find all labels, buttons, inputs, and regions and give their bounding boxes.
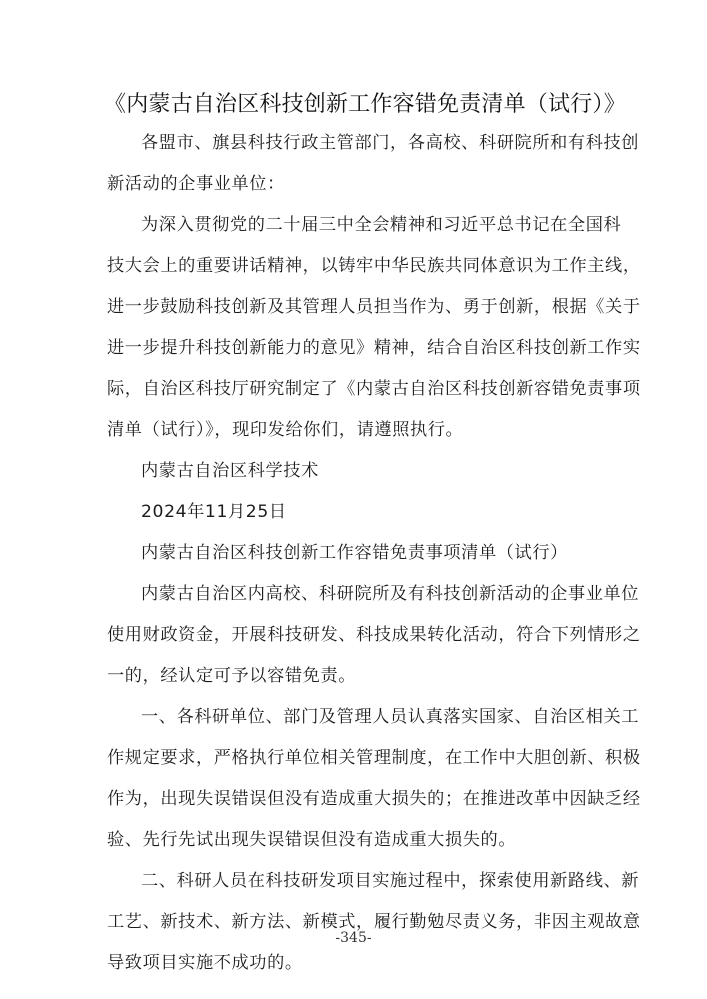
intro-line-5: 际，自治区科技厅研究制定了《内蒙古自治区科技创新容错免责事项 xyxy=(107,379,641,399)
signature: 内蒙古自治区科学技术 xyxy=(141,461,319,481)
scope-line-1: 内蒙古自治区内高校、科研院所及有科技创新活动的企事业单位 xyxy=(141,584,640,604)
item1-line-2: 作规定要求，严格执行单位相关管理制度，在工作中大胆创新、积极 xyxy=(107,748,641,768)
page-number: -345- xyxy=(335,930,372,946)
intro-line-4: 进一步提升科技创新能力的意见》精神，结合自治区科技创新工作实 xyxy=(107,338,641,358)
item1-line-4: 验、先行先试出现失误错误但没有造成重大损失的。 xyxy=(107,830,517,850)
item1-line-3: 作为，出现失误错误但没有造成重大损失的；在推进改革中因缺乏经 xyxy=(107,789,641,809)
intro-line-6: 清单（试行）》，现印发给你们，请遵照执行。 xyxy=(107,420,464,440)
addressee-line-1: 各盟市、旗县科技行政主管部门，各高校、科研院所和有科技创 xyxy=(141,133,640,153)
item2-line-3: 导致项目实施不成功的。 xyxy=(107,953,303,973)
issue-date: 2024年11月25日 xyxy=(141,502,287,522)
intro-line-3: 进一步鼓励科技创新及其管理人员担当作为、勇于创新，根据《关于 xyxy=(107,297,641,317)
item2-line-1: 二、科研人员在科技研发项目实施过程中，探索使用新路线、新 xyxy=(141,871,640,891)
list-title: 内蒙古自治区科技创新工作容错免责事项清单（试行） xyxy=(141,543,568,563)
scope-line-3: 一的，经认定可予以容错免责。 xyxy=(107,666,357,686)
intro-line-2: 技大会上的重要讲话精神，以铸牢中华民族共同体意识为工作主线， xyxy=(107,256,641,276)
document-title: 《内蒙古自治区科技创新工作容错免责清单（试行）》 xyxy=(104,92,626,117)
addressee-line-2: 新活动的企事业单位： xyxy=(107,174,285,194)
intro-line-1: 为深入贯彻党的二十届三中全会精神和习近平总书记在全国科 xyxy=(141,215,622,235)
item2-line-2: 工艺、新技术、新方法、新模式，履行勤勉尽责义务，非因主观故意 xyxy=(107,912,641,932)
scope-line-2: 使用财政资金，开展科技研发、科技成果转化活动，符合下列情形之 xyxy=(107,625,641,645)
item1-line-1: 一、各科研单位、部门及管理人员认真落实国家、自治区相关工 xyxy=(141,707,640,727)
